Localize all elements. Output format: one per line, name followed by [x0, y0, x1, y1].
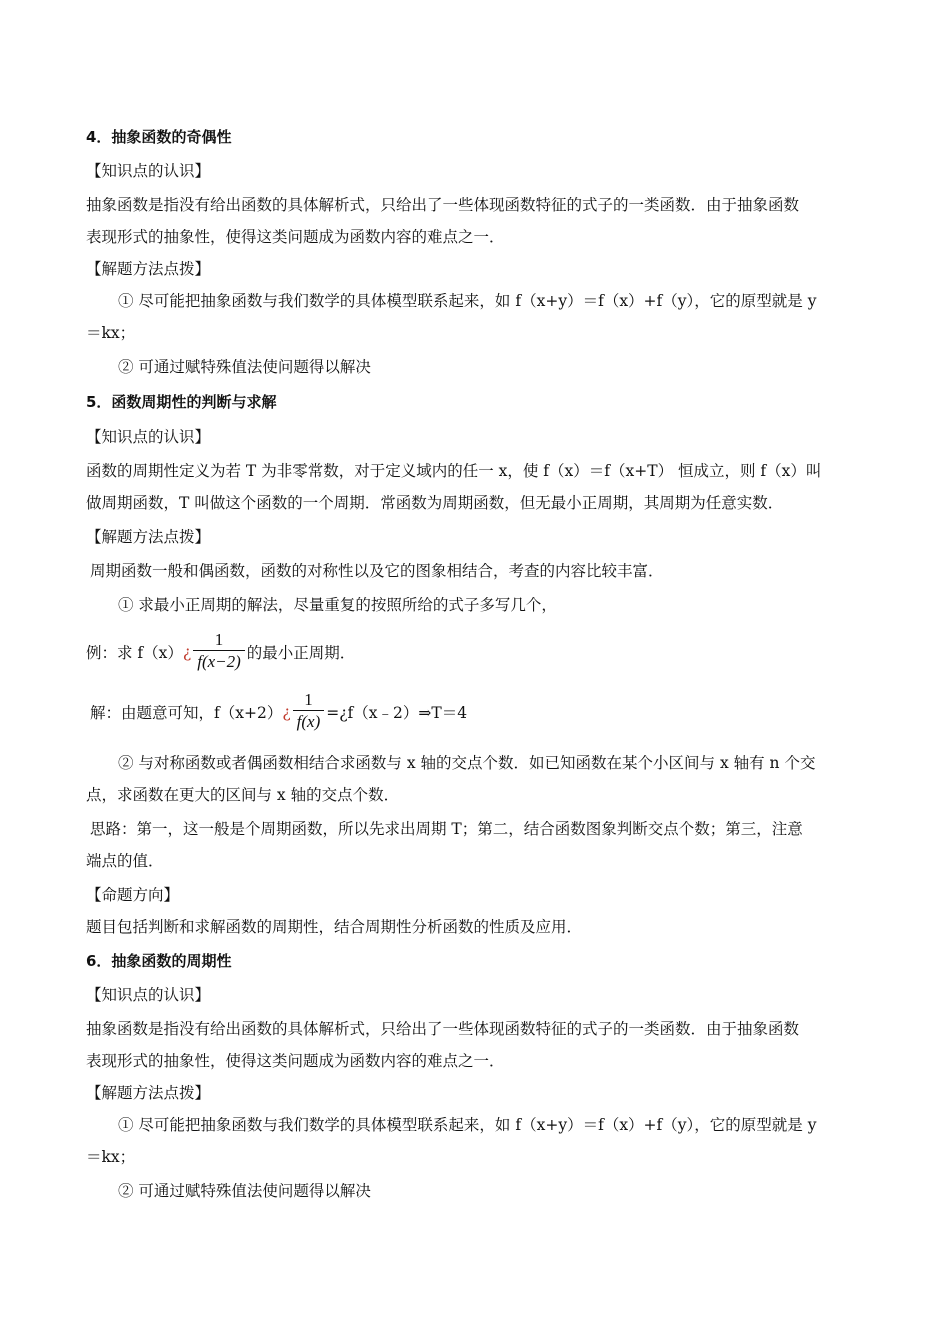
section-5-direction-text: 题目包括判断和求解函数的周期性，结合周期性分析函数的性质及应用． [86, 918, 583, 936]
section-6-method-1a: ① 尽可能把抽象函数与我们数学的具体模型联系起来，如 f（x+y）＝f（x）+f（y），它的原型就是 y [118, 1116, 817, 1134]
section-4-knowledge-text-1: 抽象函数是指没有给出函数的具体解析式，只给出了一些体现函数特征的式子的一类函数．由于抽象函数 [86, 196, 800, 214]
solution-mark: ¿ [282, 702, 291, 721]
solution-fraction [293, 690, 325, 733]
solution-line [90, 690, 467, 733]
section-4-method-1a: ① 尽可能把抽象函数与我们数学的具体模型联系起来，如 f（x+y）＝f（x）+f（y），它的原型就是 y [118, 292, 817, 310]
section-6-knowledge-label: 【知识点的认识】 [86, 986, 211, 1004]
solution-numerator: 1 [304, 690, 313, 709]
example-numerator: 1 [214, 630, 224, 649]
section-6-knowledge-text-1: 抽象函数是指没有给出函数的具体解析式，只给出了一些体现函数特征的式子的一类函数．由于抽象函数 [86, 1020, 800, 1038]
solution-denominator: f(x) [293, 710, 325, 733]
example-line [86, 630, 355, 673]
section-4-title: 4．抽象函数的奇偶性 [86, 128, 232, 146]
section-5-knowledge-text-2: 做周期函数，T 叫做这个函数的一个周期．常函数为周期函数，但无最小正周期，其周期为任意实数． [86, 494, 784, 512]
section-4-knowledge-label: 【知识点的认识】 [86, 162, 211, 180]
example-denominator: f(x−2) [193, 650, 245, 673]
example-fraction [193, 630, 245, 673]
section-5-method-2a: ② 与对称函数或者偶函数相结合求函数与 x 轴的交点个数．如已知函数在某个小区间与 x 轴有 n 个交 [118, 754, 816, 772]
section-5-idea-a: 思路：第一，这一般是个周期函数，所以先求出周期 T；第二，结合函数图象判断交点个数；第三，注意 [90, 820, 803, 838]
example-prefix: 例：求 f（x） [86, 643, 183, 662]
section-6-knowledge-text-2: 表现形式的抽象性，使得这类问题成为函数内容的难点之一． [86, 1052, 505, 1070]
section-5-knowledge-text-1: 函数的周期性定义为若 T 为非零常数，对于定义域内的任一 x，使 f（x）＝f（x+T） 恒成立，则 f（x）叫 [86, 462, 822, 480]
section-4-method-1b: ＝kx； [86, 324, 136, 342]
solution-prefix: 解：由题意可知，f（x+2） [90, 703, 283, 722]
section-5-title: 5．函数周期性的判断与求解 [86, 393, 277, 411]
section-5-method-intro: 周期函数一般和偶函数，函数的对称性以及它的图象相结合，考查的内容比较丰富． [90, 562, 664, 580]
section-5-method-1: ① 求最小正周期的解法，尽量重复的按照所给的式子多写几个， [118, 596, 557, 614]
section-4-method-2: ② 可通过赋特殊值法使问题得以解决 [118, 358, 371, 376]
section-6-method-label: 【解题方法点拨】 [86, 1084, 211, 1102]
section-4-knowledge-text-2: 表现形式的抽象性，使得这类问题成为函数内容的难点之一． [86, 228, 505, 246]
section-4-method-label: 【解题方法点拨】 [86, 260, 211, 278]
section-6-title: 6．抽象函数的周期性 [86, 952, 232, 970]
solution-suffix: =¿f（x﹣2）⇒T＝4 [326, 703, 468, 722]
section-5-method-label: 【解题方法点拨】 [86, 528, 211, 546]
section-6-method-1b: ＝kx； [86, 1148, 136, 1166]
section-5-method-2b: 点，求函数在更大的区间与 x 轴的交点个数． [86, 786, 400, 804]
example-mark: ¿ [182, 642, 192, 661]
section-6-method-2: ② 可通过赋特殊值法使问题得以解决 [118, 1182, 371, 1200]
section-5-idea-b: 端点的值． [86, 852, 164, 870]
example-suffix: 的最小正周期． [246, 643, 356, 662]
section-5-direction-label: 【命题方向】 [86, 886, 180, 904]
section-5-knowledge-label: 【知识点的认识】 [86, 428, 211, 446]
